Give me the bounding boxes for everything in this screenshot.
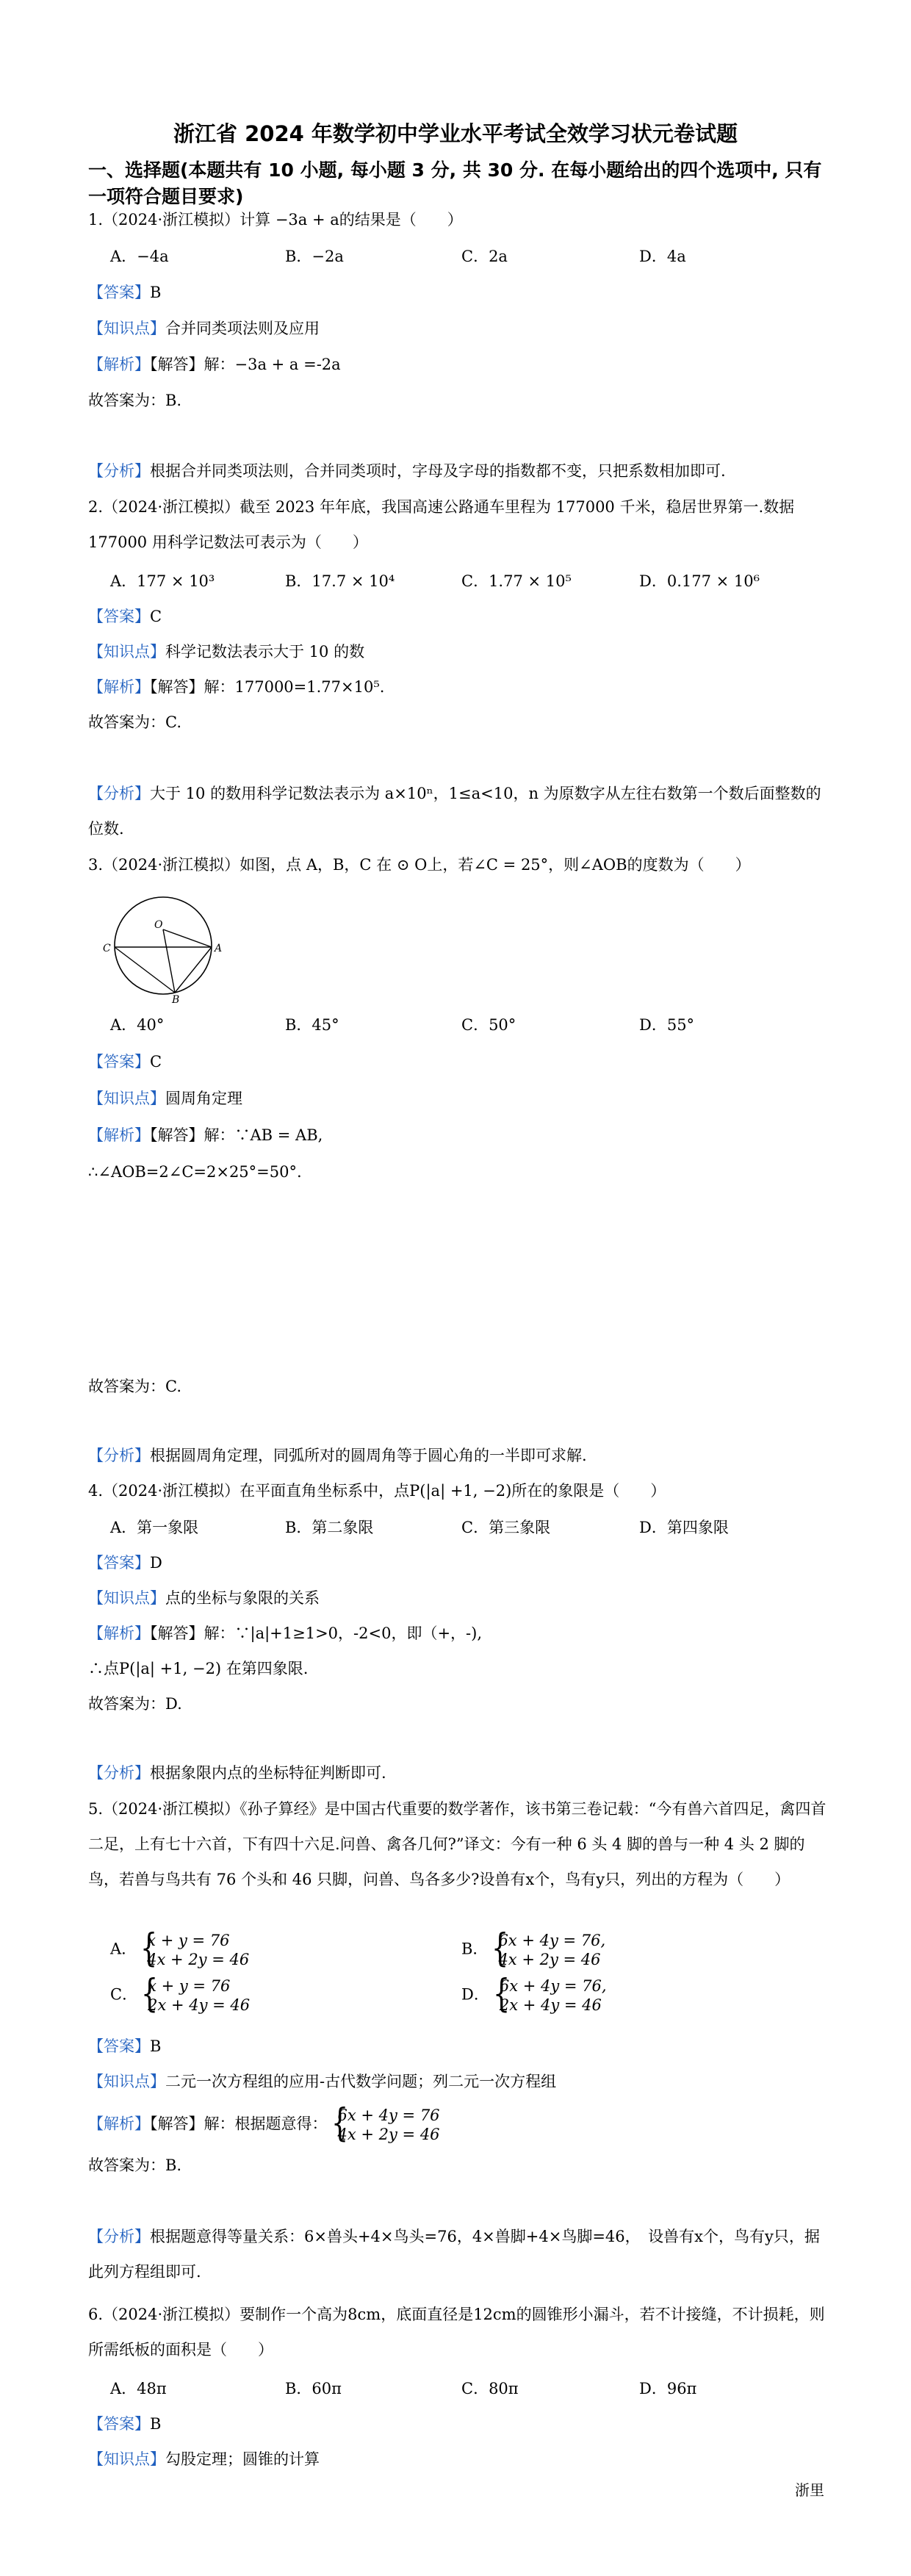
q4-knowledge: 【知识点】点的坐标与象限的关系	[88, 1589, 320, 1607]
segment-oa	[163, 929, 212, 947]
q1-summary: 【分析】根据合并同类项法则，合并同类项时，字母及字母的指数都不变，只把系数相加即可.	[88, 462, 726, 480]
segment-ob	[163, 929, 175, 993]
circle-o	[115, 897, 212, 994]
q1-option-a: A．−4a	[110, 248, 169, 265]
q5-knowledge: 【知识点】二元一次方程组的应用-古代数学问题；列二元一次方程组	[88, 2073, 557, 2090]
q1-knowledge: 【知识点】合并同类项法则及应用	[88, 320, 320, 337]
q1-option-b: B．−2a	[285, 248, 344, 265]
q6-answer: 【答案】B	[88, 2415, 162, 2433]
q1-stem: 1.（2024·浙江模拟）计算 −3a + a的结果是（ ）	[88, 211, 463, 229]
label-a: A	[215, 943, 223, 954]
q1-final: 故答案为：B.	[88, 392, 182, 409]
q1-option-d: D．4a	[639, 248, 686, 265]
q6-knowledge: 【知识点】勾股定理；圆锥的计算	[88, 2450, 320, 2468]
q2-solution: 【解析】【解答】解：177000=1.77×10⁵.	[88, 678, 385, 696]
q3-option-b: B．45°	[285, 1016, 339, 1034]
q5-stem: 5.（2024·浙江模拟）《孙子算经》是中国古代重要的数学著作，该书第三卷记载：“今有兽六首四足，禽四首二足，上有七十六首，下有四十六足.问兽、禽各几何?”译文：今有一种 6 头 4 脚的兽与一种 4 头 2 脚的鸟，若兽与鸟共有 76 个头和 46 只脚，问兽、鸟各多少?设兽有x个，鸟有y只，列出的方程为（ ）	[88, 1800, 827, 1888]
q4-answer: 【答案】D	[88, 1554, 162, 1572]
q6-option-b: B．60π	[285, 2380, 342, 2397]
q2-option-a: A．177 × 10³	[110, 572, 215, 590]
q4-option-c: C．第三象限	[461, 1519, 551, 1536]
q2-option-c: C．1.77 × 10⁵	[461, 572, 572, 590]
q4-option-b: B．第二象限	[285, 1519, 374, 1536]
q4-final: 故答案为：D.	[88, 1695, 182, 1713]
q2-answer: 【答案】C	[88, 608, 162, 625]
q2-knowledge: 【知识点】科学记数法表示大于 10 的数	[88, 643, 365, 661]
q5-final: 故答案为：B.	[88, 2156, 182, 2174]
q5-answer: 【答案】B	[88, 2037, 162, 2055]
q6-option-d: D．96π	[639, 2380, 697, 2397]
q1-solution: 【解析】【解答】解：−3a + a =-2a	[88, 356, 341, 373]
analysis-label: 【解析】	[88, 356, 150, 373]
q3-option-d: D．55°	[639, 1016, 695, 1034]
q3-summary: 【分析】根据圆周角定理，同弧所对的圆周角等于圆心角的一半即可求解.	[88, 1447, 587, 1464]
q2-stem: 2.（2024·浙江模拟）截至 2023 年年底，我国高速公路通车里程为 177000 千米，稳居世界第一.数据 177000 用科学记数法可表示为（ ）	[88, 498, 795, 551]
q3-step2: ∴∠AOB=2∠C=2×25°=50°.	[88, 1163, 302, 1181]
q4-solution: 【解析】【解答】解：∵|a|+1≥1>0，-2<0，即（+，-),	[88, 1625, 483, 1642]
q3-option-a: A．40°	[110, 1016, 165, 1034]
q2-final: 故答案为：C.	[88, 713, 181, 731]
answer-label: 【答案】	[88, 284, 150, 301]
q4-option-a: A．第一象限	[110, 1519, 199, 1536]
q3-option-c: C．50°	[461, 1016, 516, 1034]
circle-figure	[103, 893, 228, 1003]
label-c: C	[103, 943, 111, 954]
q3-knowledge: 【知识点】圆周角定理	[88, 1090, 242, 1107]
q1-option-c: C．2a	[461, 248, 508, 265]
label-b: B	[172, 994, 180, 1003]
q3-stem: 3.（2024·浙江模拟）如图，点 A，B，C 在 ⊙ O上，若∠C = 25°，则∠AOB的度数为（ ）	[88, 856, 751, 874]
q4-step2: ∴点P(|a| +1, −2) 在第四象限.	[88, 1660, 309, 1677]
q2-option-d: D．0.177 × 10⁶	[639, 572, 760, 590]
q3-answer: 【答案】C	[88, 1053, 162, 1071]
segment-cb	[115, 947, 175, 993]
q3-solution: 【解析】【解答】解：∵AB = AB,	[88, 1126, 323, 1144]
q6-stem: 6.（2024·浙江模拟）要制作一个高为8cm，底面直径是12cm的圆锥形小漏斗，若不计接缝，不计损耗，则所需纸板的面积是（ ）	[88, 2306, 825, 2359]
q5-option-c: C． { x + y = 76 2x + 4y = 46	[110, 1972, 251, 2016]
q4-summary: 【分析】根据象限内点的坐标特征判断即可.	[88, 1764, 386, 1782]
q5-option-b: B． { 6x + 4y = 76, 4x + 2y = 46	[461, 1926, 606, 1971]
q5-solution: 【解析】【解答】解：根据题意得： { 6x + 4y = 76 4x + 2y = 46	[88, 2101, 440, 2145]
q6-option-c: C．80π	[461, 2380, 519, 2397]
q5-option-a: A． { x + y = 76 4x + 2y = 46	[110, 1926, 250, 1971]
q2-summary: 【分析】大于 10 的数用科学记数法表示为 a×10ⁿ，1≤a<10，n 为原数字从左往右数第一个数后面整数的位数.	[88, 785, 821, 838]
label-o: O	[154, 919, 163, 931]
segment-ab	[175, 947, 212, 993]
q3-final: 故答案为：C.	[88, 1378, 181, 1395]
q4-option-d: D．第四象限	[639, 1519, 729, 1536]
q5-summary: 【分析】根据题意得等量关系：6×兽头+4×鸟头=76，4×兽脚+4×鸟脚=46， 设兽有x个，鸟有y只，据此列方程组即可.	[88, 2228, 820, 2281]
q1-answer: 【答案】B	[88, 284, 162, 301]
q2-option-b: B．17.7 × 10⁴	[285, 572, 395, 590]
knowledge-label: 【知识点】	[88, 320, 165, 337]
section-heading: 一、选择题(本题共有 10 小题, 每小题 3 分, 共 30 分. 在每小题给出的四个选项中, 只有一项符合题目要求)	[88, 159, 822, 207]
q5-option-d: D． { 6x + 4y = 76, 2x + 4y = 46	[461, 1972, 607, 2016]
q6-option-a: A．48π	[110, 2380, 167, 2397]
page-title: 浙江省 2024 年数学初中学业水平考试全效学习状元卷试题	[173, 121, 738, 146]
q4-stem: 4.（2024·浙江模拟）在平面直角坐标系中，点P(|a| +1, −2)所在的象限是（ ）	[88, 1482, 666, 1500]
page-footer: 浙里	[795, 2481, 824, 2499]
